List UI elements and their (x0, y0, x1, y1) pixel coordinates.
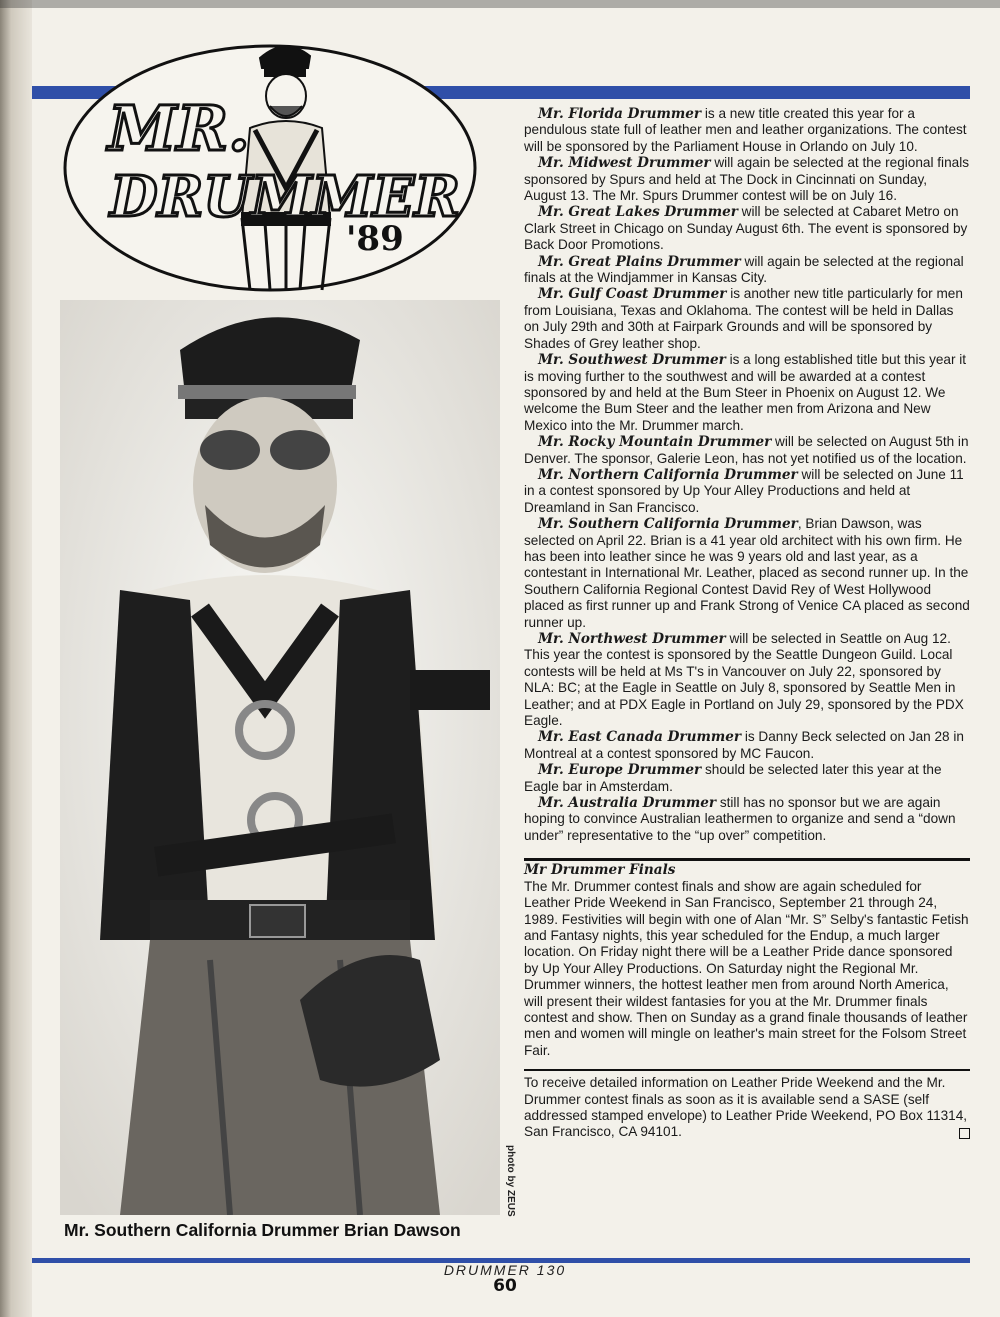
title-description: will be selected at Cabaret Metro on Clark Street in Chicago on Sunday August 6th. The event is sponsored by Back Door Promotions. (524, 204, 968, 253)
photo-caption: Mr. Southern California Drummer Brian Dawson (64, 1220, 461, 1240)
title-name: Mr. Midwest Drummer (538, 155, 711, 172)
title-name: Mr. Gulf Coast Drummer (538, 286, 727, 303)
finals-body: The Mr. Drummer contest finals and show are again scheduled for Leather Pride Weekend in San Francisco, September 21 through 24, 1989. Festivities will begin with one of Alan “Mr. S” Selby's fantastic Fetish and Fantasy nights, this year scheduled for the Endup, a much larger location. On Friday night there will be a Leather Pride dance sponsored by Up Your Alley Productions. On Saturday night the Regional Mr. Drummer winners, the hottest leather men from around North America, will present their wildest fantasies for you at the Mr. Drummer finals contest and show. Then on Sunday as a grand finale thousands of leather men and women will mingle on leather's main street for the Folsom Street Fair. (524, 878, 969, 1058)
info-divider (524, 1069, 970, 1071)
page-binding-edge (0, 0, 32, 1317)
title-name: Mr. Southwest Drummer (538, 352, 726, 369)
page-top-edge (0, 0, 1000, 8)
title-description: will again be selected at the regional finals sponsored by Spurs and held at The Dock in Cincinnati on Sunday, August 13. The Mr. Spurs Drummer contest will be on July 16. (524, 155, 970, 204)
finals-heading: Mr Drummer Finals (524, 862, 676, 879)
title-paragraph (524, 762, 970, 795)
title-paragraph (524, 106, 970, 155)
title-paragraph (524, 254, 970, 287)
portrait-photo (60, 300, 500, 1215)
mr-drummer-89-logo (60, 18, 480, 298)
title-paragraph (524, 434, 970, 467)
logo-year: '89 (346, 219, 404, 259)
title-name: Mr. Europe Drummer (538, 762, 702, 779)
title-paragraph (524, 729, 970, 762)
title-description: will be selected on August 5th in Denver. The sponsor, Galerie Leon, has not yet notified us of the location. (524, 434, 969, 466)
title-paragraph (524, 631, 970, 729)
title-description: should be selected later this year at the Eagle bar in Amsterdam. (524, 762, 942, 794)
logo-line1: MR. (108, 92, 250, 165)
title-description: still has no sponsor but we are again hoping to convince Australian leathermen to organize and send a “down under” representative to the “up over” competition. (524, 795, 956, 843)
title-description: is a new title created this year for a pendulous state full of leather men and leather organizations. The contest will be sponsored by the Parliament House in Orlando on July 10. (524, 106, 967, 154)
title-name: Mr. Rocky Mountain Drummer (538, 434, 772, 451)
title-paragraph (524, 467, 970, 516)
title-name: Mr. Great Lakes Drummer (538, 204, 738, 221)
title-description: will again be selected at the regional finals at the Windjammer in Kansas City. (524, 253, 964, 286)
title-description: is a long established title but this year it is moving further to the southwest and will be awarded at a contest sponsored by and held at the Bum Steer in Phoenix on August 12. We welcome the Bum Steer and the leather men from Arizona and New Mexico into the Mr. Drummer march. (524, 352, 967, 433)
title-paragraph (524, 286, 970, 352)
title-name: Mr. Great Plains Drummer (538, 253, 741, 270)
title-name: Mr. East Canada Drummer (538, 729, 742, 746)
info-paragraph (524, 1075, 970, 1141)
finals-divider (524, 858, 970, 861)
title-paragraph (524, 795, 970, 844)
title-name: Mr. Northwest Drummer (538, 631, 726, 647)
title-paragraph (524, 516, 970, 631)
article-column (524, 106, 970, 1141)
title-paragraph (524, 155, 970, 204)
footer-page-number: 60 (493, 1276, 517, 1296)
title-paragraph-list (524, 106, 970, 844)
logo-line2: DRUMMER (108, 164, 461, 230)
title-description: is another new title particularly for men from Louisiana, Texas and Oklahoma. The contest will be held in Dallas on July 29th and 30th at Fairpark Grounds and will be sponsored by Shades of Grey leather shop. (524, 286, 963, 351)
end-mark-icon (959, 1128, 970, 1139)
title-name: Mr. Southern California Drummer (538, 516, 798, 533)
title-name: Mr. Florida Drummer (538, 106, 702, 122)
title-name: Mr. Australia Drummer (538, 795, 717, 812)
title-paragraph (524, 204, 970, 253)
title-description: will be selected on June 11 in a contest sponsored by Up Your Alley Productions and held at Dreamland in San Francisco. (524, 466, 964, 515)
title-description: , Brian Dawson, was selected on April 22. Brian is a 41 year old architect with his own firm. He has been into leather since he was 9 years old and last year, as a contestant in International Mr. Leather, placed as second runner up. In the Southern California Regional Contest David Rey of West Hollywood placed as first runner up and Frank Strong of Venice CA placed as second runner up. (524, 516, 970, 630)
title-description: is Danny Beck selected on Jan 28 in Montreal at a contest sponsored by MC Faucon. (524, 729, 964, 761)
photo-credit: photo by ZEUS (505, 1145, 516, 1217)
footer-magazine-issue: DRUMMER 130 (443, 1262, 567, 1278)
info-text: To receive detailed information on Leather Pride Weekend and the Mr. Drummer contest finals as soon as it is available send a SASE (self addressed stamped envelope) to Leather Pride Weekend, PO Box 11314, San Francisco, CA 94101. (524, 1075, 968, 1140)
title-description: will be selected in Seattle on Aug 12. This year the contest is sponsored by the Seattle Dungeon Guild. Local contests will be held at Ms T's in Vancouver on July 22, sponsored by NLA: BC; at the Eagle in Seattle on July 8, sponsored by Seattle Men in Leather; and at PDX Eagle in Portland on July 29, sponsored by the PDX Eagle. (524, 631, 964, 729)
title-paragraph (524, 352, 970, 434)
title-name: Mr. Northern California Drummer (538, 466, 798, 483)
